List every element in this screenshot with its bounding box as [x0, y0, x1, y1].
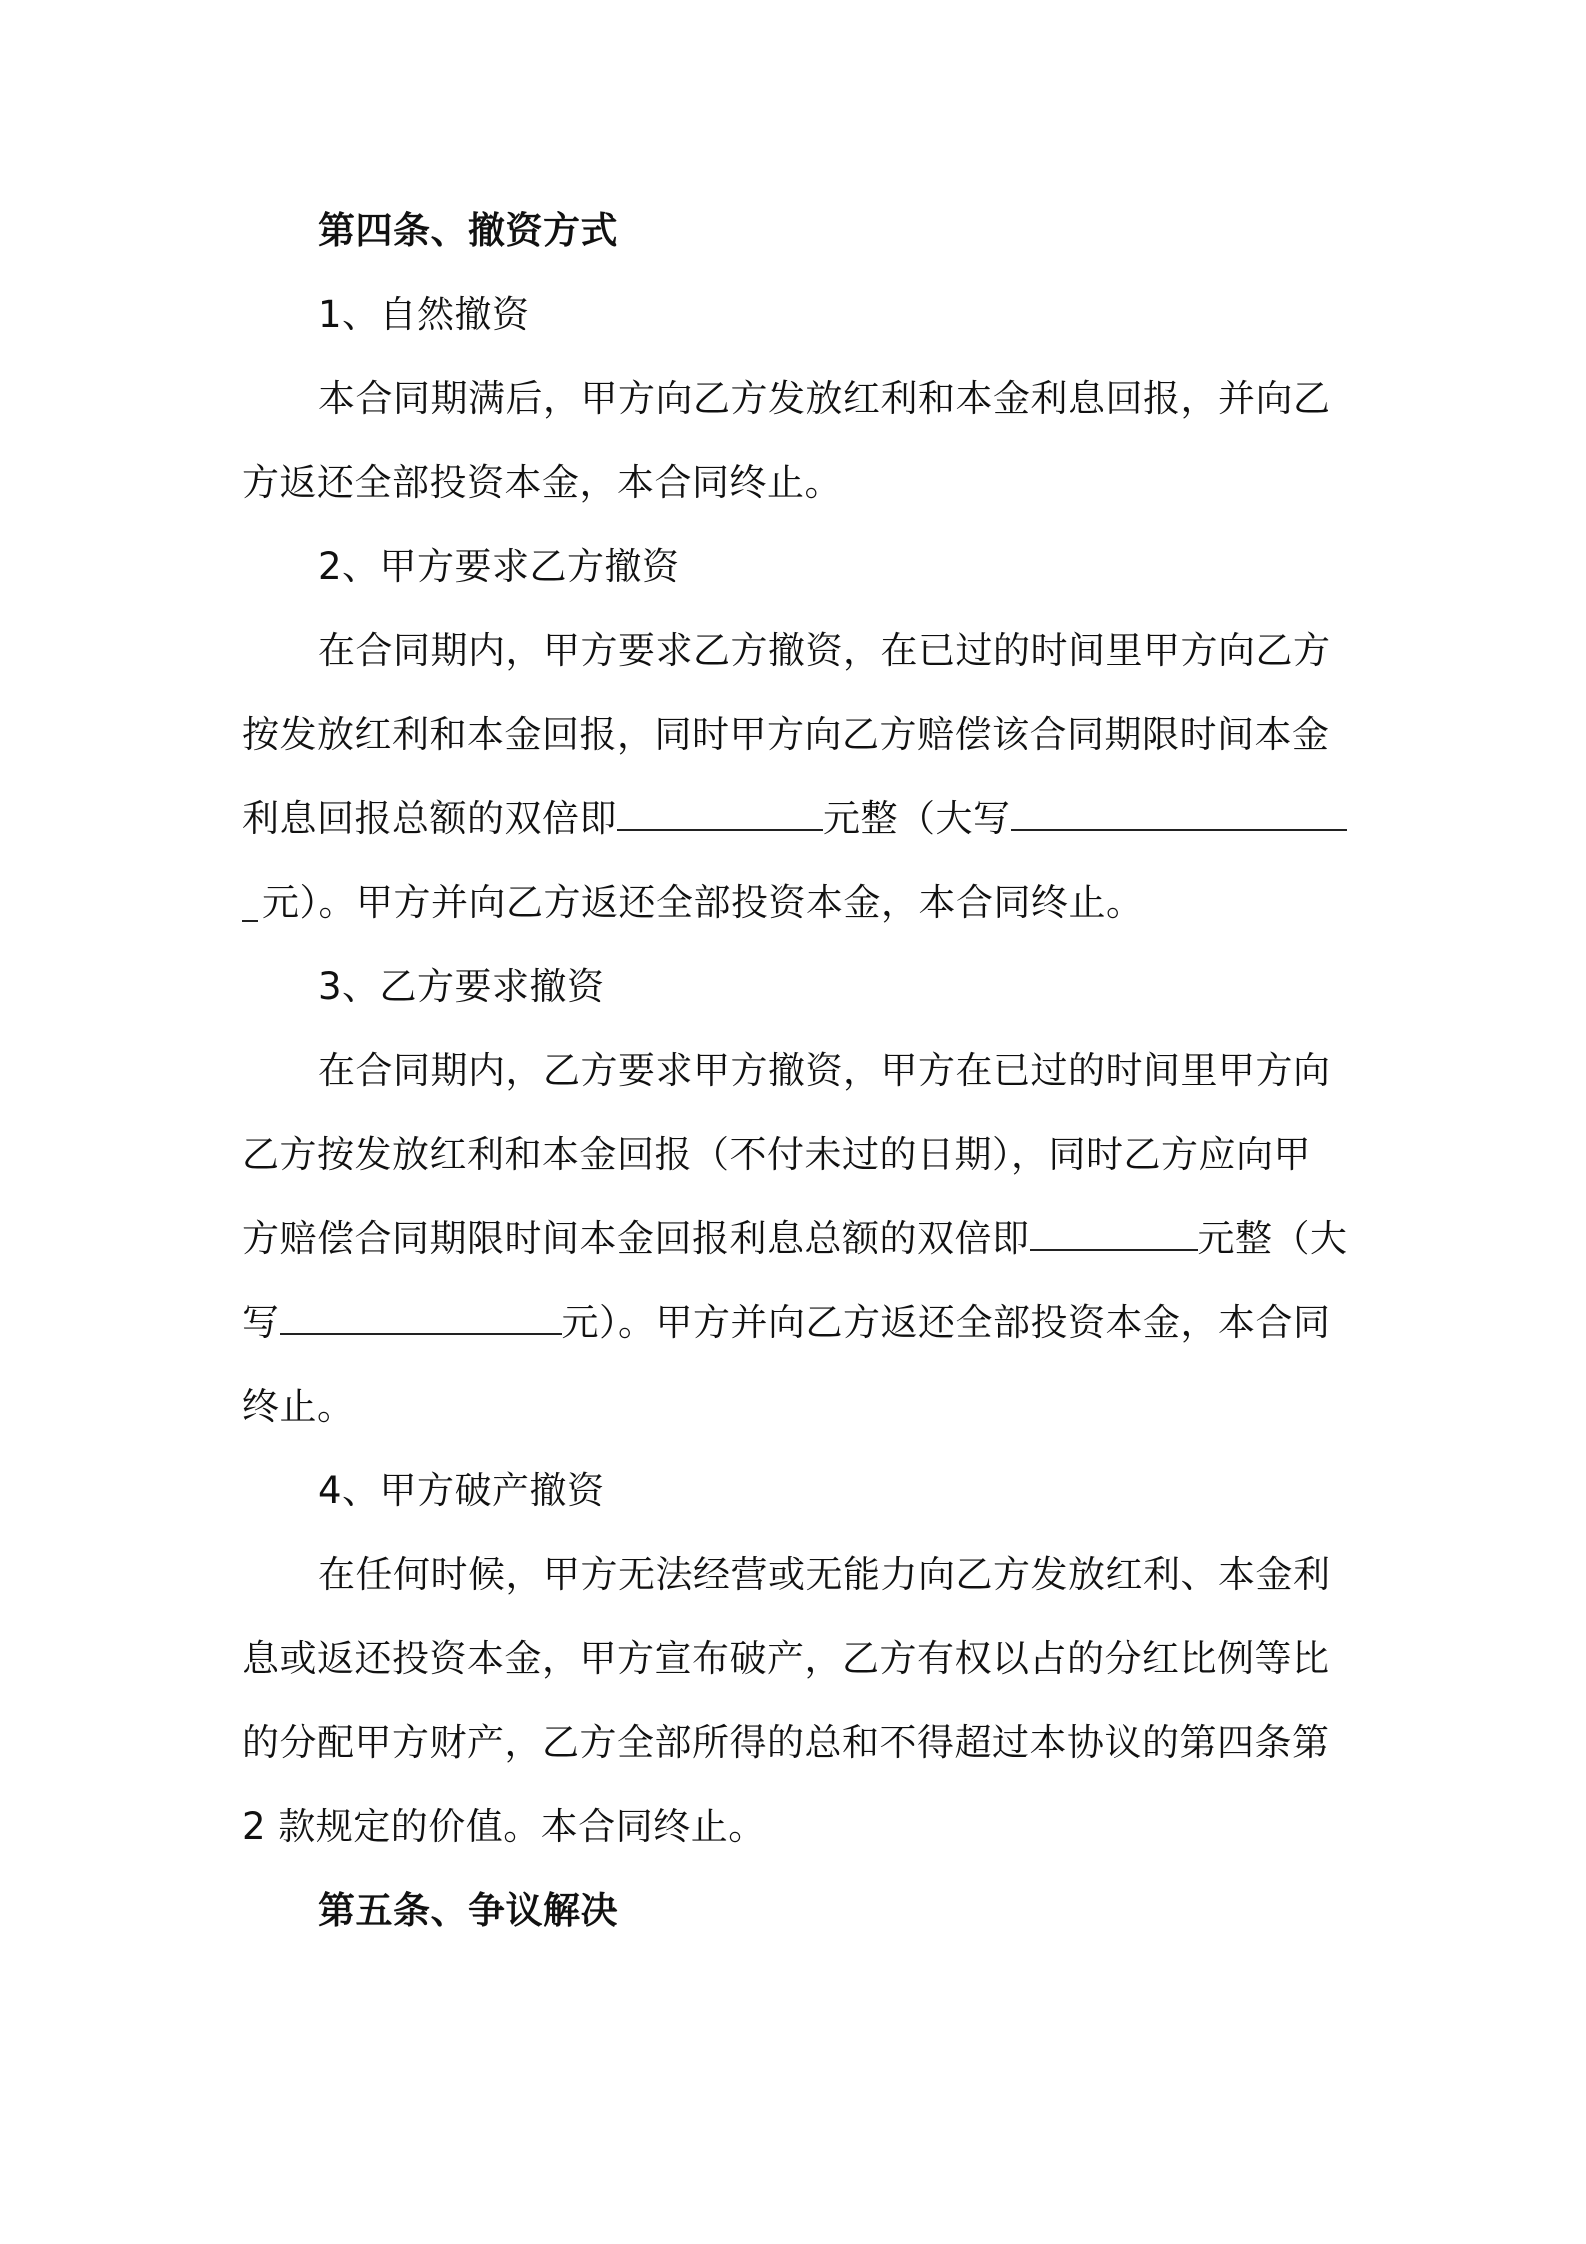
item-1-heading: 1、自然撤资 — [318, 293, 530, 336]
item-4-heading: 4、甲方破产撤资 — [318, 1469, 605, 1512]
item-2-heading: 2、甲方要求乙方撤资 — [318, 545, 680, 588]
item-2-paragraph-line: 元）。甲方并向乙方返还全部投资本金，本合同终止。 — [262, 881, 1144, 924]
blank-continuation-mark — [242, 920, 258, 922]
article-4-heading: 第四条、撤资方式 — [318, 209, 618, 252]
amount-blank — [1030, 1213, 1198, 1251]
amount-in-words-blank — [1011, 793, 1347, 831]
item-3-paragraph-line: 乙方按发放红利和本金回报（不付未过的日期），同时乙方应向甲 — [242, 1133, 1311, 1176]
item-3-heading: 3、乙方要求撤资 — [318, 965, 605, 1008]
item-1-paragraph-line: 方返还全部投资本金，本合同终止。 — [242, 461, 842, 504]
item-3-words-rest: 元）。甲方并向乙方返还全部投资本金，本合同 — [561, 1301, 1331, 1344]
item-3-words-label: 写 — [242, 1301, 280, 1344]
item-3-paragraph-line — [242, 1213, 1362, 1265]
article-5-heading: 第五条、争议解决 — [318, 1889, 618, 1932]
item-2-amount-unit: 元整（大写 — [823, 797, 1011, 840]
item-3-paragraph-line — [242, 1297, 1362, 1349]
item-3-amount-unit: 元整（大 — [1197, 1217, 1348, 1260]
item-3-amount-label: 方赔偿合同期限时间本金回报利息总额的双倍即 — [242, 1217, 1030, 1260]
item-4-paragraph-line: 2 款规定的价值。本合同终止。 — [242, 1805, 766, 1848]
item-4-paragraph-line: 息或返还投资本金，甲方宣布破产，乙方有权以占的分红比例等比 — [242, 1637, 1330, 1680]
item-2-paragraph-line — [242, 793, 1362, 845]
item-2-amount-label: 利息回报总额的双倍即 — [242, 797, 617, 840]
item-4-paragraph-line: 的分配甲方财产，乙方全部所得的总和不得超过本协议的第四条第 — [242, 1721, 1330, 1764]
item-1-paragraph-line: 本合同期满后，甲方向乙方发放红利和本金利息回报，并向乙 — [318, 377, 1331, 420]
item-2-paragraph-line: 按发放红利和本金回报，同时甲方向乙方赔偿该合同期限时间本金 — [242, 713, 1330, 756]
amount-in-words-blank — [280, 1297, 562, 1335]
item-2-paragraph-line: 在合同期内，甲方要求乙方撤资，在已过的时间里甲方向乙方 — [318, 629, 1331, 672]
item-3-paragraph-line: 终止。 — [242, 1385, 355, 1428]
item-3-paragraph-line: 在合同期内，乙方要求甲方撤资，甲方在已过的时间里甲方向 — [318, 1049, 1331, 1092]
item-4-paragraph-line: 在任何时候，甲方无法经营或无能力向乙方发放红利、本金利 — [318, 1553, 1331, 1596]
amount-blank — [617, 793, 823, 831]
